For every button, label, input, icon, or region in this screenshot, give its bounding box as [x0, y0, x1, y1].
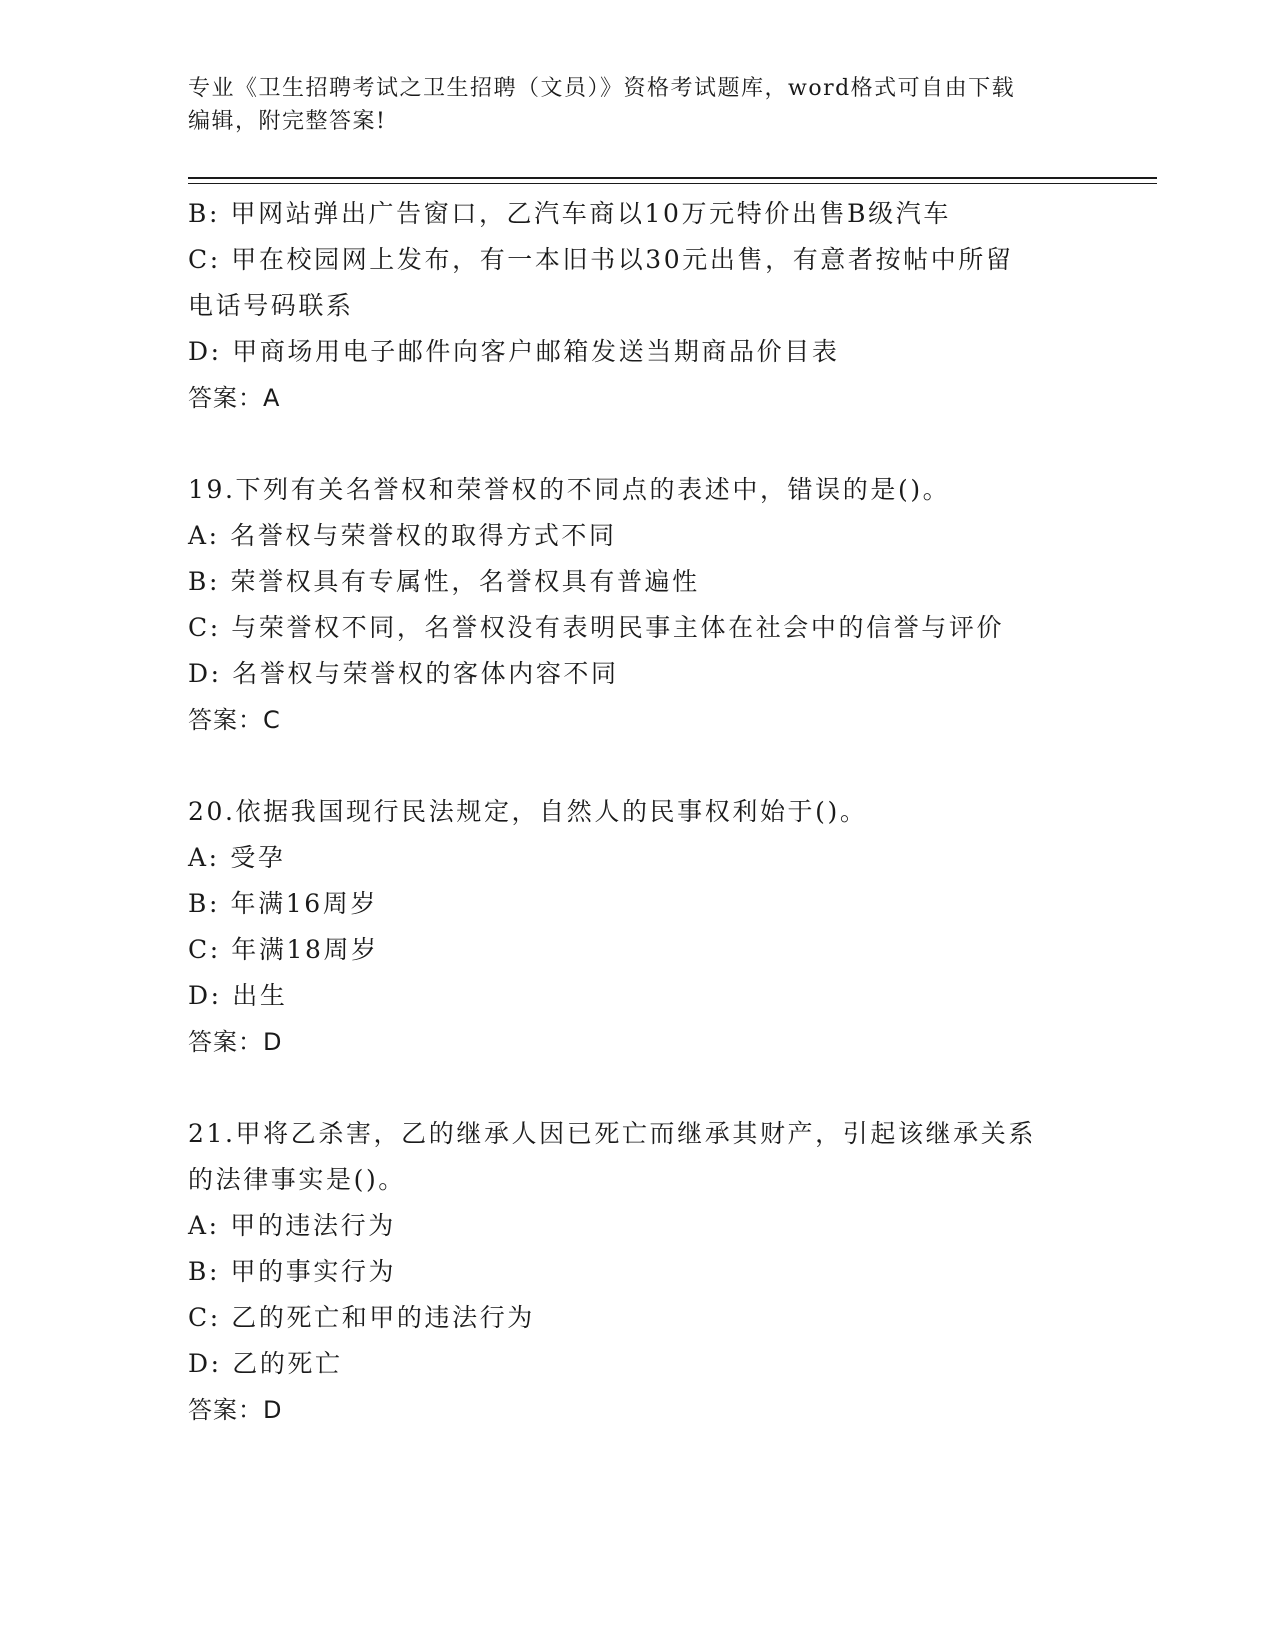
q20-option-b: B: 年满16周岁 [188, 889, 378, 918]
q18-option-c-line-2: 电话号码联系 [188, 291, 354, 320]
q20-option-c: C: 年满18周岁 [188, 935, 379, 964]
header-divider-thick [188, 177, 1157, 179]
q19-option-d: D: 名誉权与荣誉权的客体内容不同 [188, 659, 619, 688]
q21-option-c: C: 乙的死亡和甲的违法行为 [188, 1303, 535, 1332]
q18-answer: 答案：A [188, 384, 281, 412]
q21-question-line-1: 21.甲将乙杀害，乙的继承人因已死亡而继承其财产，引起该继承关系 [188, 1119, 1036, 1148]
q20-option-a: A: 受孕 [188, 843, 286, 872]
q21-question-line-2: 的法律事实是()。 [188, 1165, 406, 1194]
spacer [188, 1065, 1088, 1111]
question-20 [188, 789, 1088, 1065]
question-19 [188, 467, 1088, 743]
q19-option-b: B: 荣誉权具有专属性，名誉权具有普遍性 [188, 567, 700, 596]
q19-option-a: A: 名誉权与荣誉权的取得方式不同 [188, 521, 617, 550]
q19-question: 19.下列有关名誉权和荣誉权的不同点的表述中，错误的是()。 [188, 475, 951, 504]
spacer [188, 421, 1088, 467]
header-line-2: 编辑，附完整答案! [188, 109, 387, 134]
q20-answer: 答案：D [188, 1028, 283, 1056]
question-18 [188, 191, 1088, 421]
q18-option-c-line-1: C: 甲在校园网上发布，有一本旧书以30元出售，有意者按帖中所留 [188, 245, 1014, 274]
q19-option-c: C: 与荣誉权不同，名誉权没有表明民事主体在社会中的信誉与评价 [188, 613, 1005, 642]
q21-option-a: A: 甲的违法行为 [188, 1211, 396, 1240]
q18-option-d: D: 甲商场用电子邮件向客户邮箱发送当期商品价目表 [188, 337, 840, 366]
document-header [188, 72, 1078, 138]
q20-option-d: D: 出生 [188, 981, 288, 1010]
spacer [188, 743, 1088, 789]
header-line-1: 专业《卫生招聘考试之卫生招聘（文员）》资格考试题库，word格式可自由下载 [188, 76, 1016, 101]
q21-option-d: D: 乙的死亡 [188, 1349, 343, 1378]
q18-option-b: B: 甲网站弹出广告窗口，乙汽车商以10万元特价出售B级汽车 [188, 199, 951, 228]
header-divider-thin [188, 183, 1157, 184]
question-list [188, 191, 1088, 1433]
question-21 [188, 1111, 1088, 1433]
q20-question: 20.依据我国现行民法规定，自然人的民事权利始于()。 [188, 797, 868, 826]
q21-answer: 答案：D [188, 1396, 283, 1424]
q19-answer: 答案：C [188, 706, 281, 734]
q21-option-b: B: 甲的事实行为 [188, 1257, 397, 1286]
